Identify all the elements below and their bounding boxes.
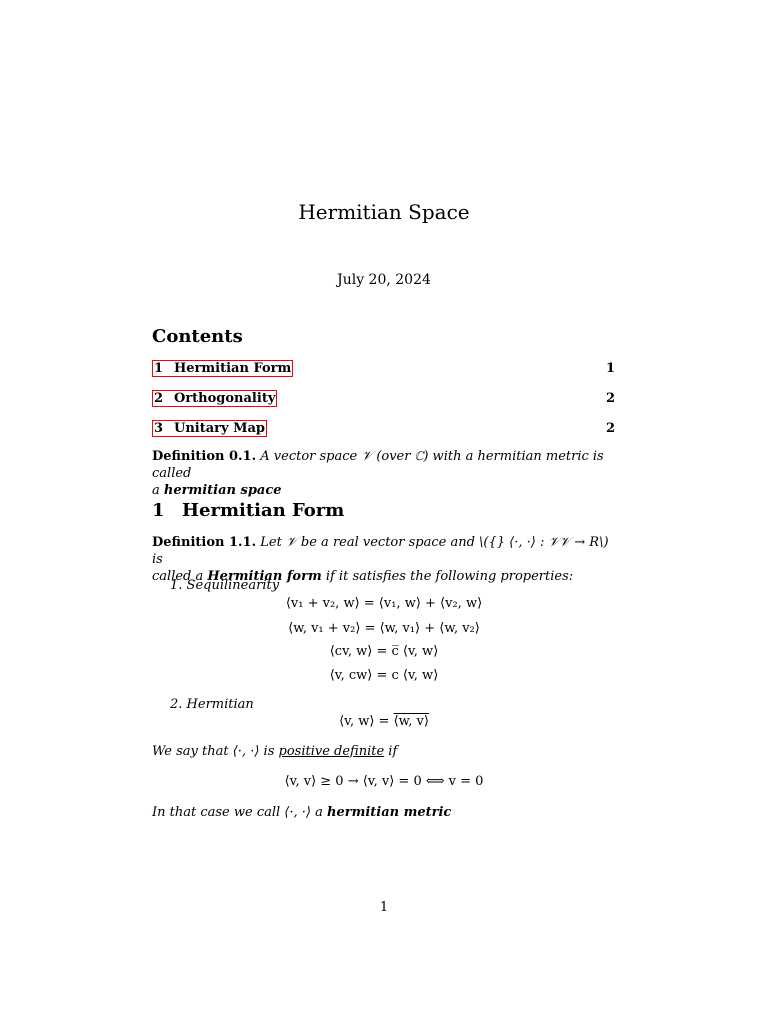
- section-title: Hermitian Form: [182, 500, 345, 521]
- toc-entry-orthogonality: [152, 390, 615, 408]
- document-date: July 20, 2024: [337, 272, 431, 288]
- definition-text: if it satisfies the following properties:: [321, 569, 574, 584]
- definition-label: Definition 1.1.: [152, 535, 257, 550]
- property-label: 2. Hermitian: [170, 697, 254, 712]
- conjugate-term: ⟨w, v⟩: [393, 714, 429, 729]
- equation: ⟨w, v₁ + v₂⟩ = ⟨w, v₁⟩ + ⟨w, v₂⟩: [288, 621, 480, 636]
- toc-link-hermitian-form[interactable]: [152, 360, 293, 377]
- definition-text: A vector space 𝒱 (over ℂ) with a hermitian metric is called: [152, 449, 604, 481]
- page-number: 1: [379, 900, 389, 915]
- definition-0-1: [152, 448, 615, 499]
- document-title: Hermitian Space: [298, 200, 470, 224]
- toc-entry-page: 1: [605, 361, 615, 376]
- equation-lhs: ⟨v, w⟩ =: [339, 714, 394, 729]
- toc-link-orthogonality[interactable]: [152, 390, 277, 407]
- equation: ⟨v₁ + v₂, w⟩ = ⟨v₁, w⟩ + ⟨v₂, w⟩: [285, 596, 483, 611]
- definition-label: Definition 0.1.: [152, 449, 257, 464]
- section-number: 1: [152, 500, 165, 521]
- toc-heading: Contents: [152, 326, 243, 347]
- definition-term: Hermitian form: [207, 569, 322, 584]
- equation: [0, 714, 768, 729]
- equation: ⟨cv, w⟩ = c̅ ⟨v, w⟩: [329, 644, 439, 659]
- body-text: In that case we call ⟨·, ·⟩ a: [152, 805, 327, 820]
- toc-entry-number: 2: [154, 391, 164, 406]
- toc-entry-number: 3: [154, 421, 164, 436]
- toc-entry-page: 2: [605, 391, 615, 406]
- positive-definite-sentence: [152, 743, 615, 760]
- body-text: if: [384, 744, 398, 759]
- section-heading: [152, 500, 344, 521]
- toc-entry-page: 2: [605, 421, 615, 436]
- definition-text: called a: [152, 569, 208, 584]
- hermitian-metric-sentence: [152, 804, 615, 821]
- toc-entry-unitary-map: [152, 420, 615, 438]
- definition-term: hermitian space: [163, 483, 282, 498]
- toc-entry-label: Hermitian Form: [174, 361, 292, 376]
- toc-entry-label: Orthogonality: [174, 391, 276, 406]
- equation: ⟨v, v⟩ ≥ 0 → ⟨v, v⟩ = 0 ⟺ v = 0: [284, 774, 484, 789]
- definition-text: a: [152, 483, 164, 498]
- toc-entry-number: 1: [154, 361, 164, 376]
- toc-entry-label: Unitary Map: [174, 421, 265, 436]
- definition-term: hermitian metric: [327, 805, 452, 820]
- definition-text: Let 𝒱 be a real vector space and \({} ⟨·, ·⟩ : 𝒱𝒱 → R\) is: [152, 535, 609, 567]
- toc-entry-hermitian-form: [152, 360, 615, 378]
- underlined-term: positive definite: [278, 744, 385, 759]
- body-text: We say that ⟨·, ·⟩ is: [152, 744, 279, 759]
- property-label: 1. Sequilinearity: [170, 578, 280, 593]
- toc-link-unitary-map[interactable]: [152, 420, 267, 437]
- equation: ⟨v, cw⟩ = c ⟨v, w⟩: [329, 668, 439, 683]
